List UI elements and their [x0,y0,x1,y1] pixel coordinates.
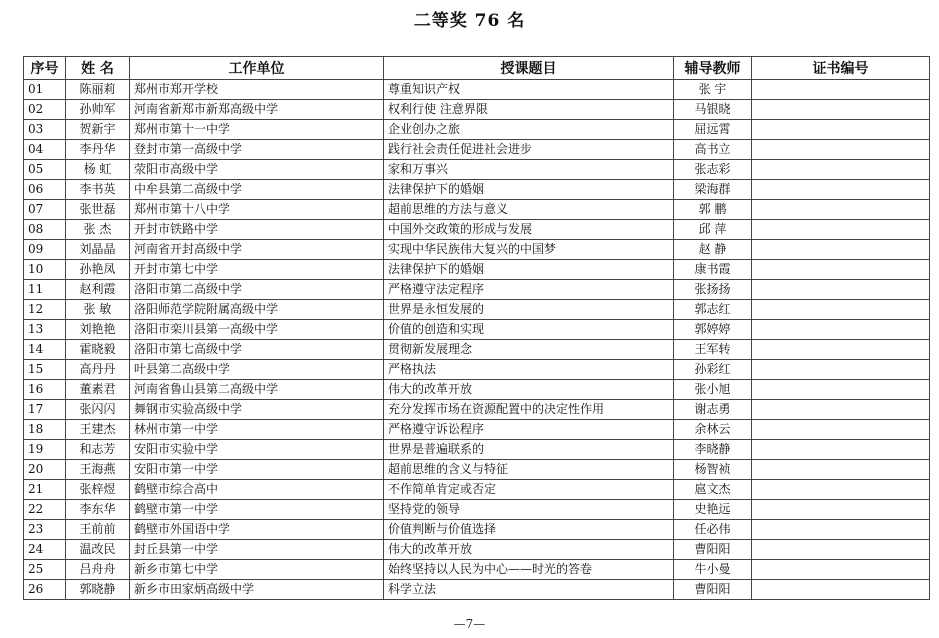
cell-name: 和志芳 [66,440,130,460]
cell-unit: 新乡市田家炳高级中学 [130,580,384,600]
table-header-row [24,57,930,80]
table-row [24,540,930,560]
header-unit: 工作单位 [130,57,384,80]
cell-seq: 17 [24,400,66,420]
cell-cert [752,120,930,140]
cell-cert [752,200,930,220]
header-name: 姓 名 [66,57,130,80]
cell-cert [752,420,930,440]
cell-name: 李东华 [66,500,130,520]
cell-cert [752,500,930,520]
cell-topic: 坚持党的领导 [384,500,674,520]
table-row [24,160,930,180]
cell-unit: 洛阳市栾川县第一高级中学 [130,320,384,340]
table-row [24,380,930,400]
cell-teacher: 高书立 [674,140,752,160]
cell-topic: 价值判断与价值选择 [384,520,674,540]
table-body [24,80,930,600]
cell-teacher: 史艳远 [674,500,752,520]
cell-name: 陈丽莉 [66,80,130,100]
cell-name: 王前前 [66,520,130,540]
cell-name: 董素君 [66,380,130,400]
table-row [24,580,930,600]
cell-cert [752,440,930,460]
cell-cert [752,380,930,400]
table-row [24,560,930,580]
cell-cert [752,280,930,300]
cell-name: 张梓煜 [66,480,130,500]
table-row [24,120,930,140]
cell-topic: 超前思维的含义与特征 [384,460,674,480]
cell-seq: 15 [24,360,66,380]
table-row [24,260,930,280]
cell-name: 张世磊 [66,200,130,220]
cell-teacher: 张扬扬 [674,280,752,300]
cell-name: 张 杰 [66,220,130,240]
cell-unit: 洛阳师范学院附属高级中学 [130,300,384,320]
cell-seq: 11 [24,280,66,300]
cell-topic: 世界是永恒发展的 [384,300,674,320]
cell-cert [752,220,930,240]
cell-teacher: 曹阳阳 [674,540,752,560]
cell-name: 霍晓毅 [66,340,130,360]
cell-name: 张 敏 [66,300,130,320]
cell-unit: 鹤壁市第一中学 [130,500,384,520]
cell-topic: 世界是普遍联系的 [384,440,674,460]
cell-teacher: 张志彩 [674,160,752,180]
cell-topic: 伟大的改革开放 [384,380,674,400]
header-topic: 授课题目 [384,57,674,80]
cell-teacher: 任必伟 [674,520,752,540]
cell-seq: 19 [24,440,66,460]
cell-topic: 不作简单肯定或否定 [384,480,674,500]
table-row [24,80,930,100]
cell-teacher: 孙彩红 [674,360,752,380]
page-number: —7— [453,617,486,631]
cell-seq: 22 [24,500,66,520]
cell-unit: 郑州市第十一中学 [130,120,384,140]
cell-cert [752,560,930,580]
cell-name: 孙艳凤 [66,260,130,280]
cell-name: 李丹华 [66,140,130,160]
cell-name: 贺新宇 [66,120,130,140]
cell-seq: 05 [24,160,66,180]
table-row [24,420,930,440]
cell-teacher: 邱 萍 [674,220,752,240]
cell-seq: 13 [24,320,66,340]
cell-teacher: 李晓静 [674,440,752,460]
cell-cert [752,480,930,500]
cell-unit: 郑州市第十八中学 [130,200,384,220]
cell-topic: 科学立法 [384,580,674,600]
table-row [24,180,930,200]
cell-name: 刘艳艳 [66,320,130,340]
cell-seq: 12 [24,300,66,320]
cell-seq: 07 [24,200,66,220]
table-row [24,440,930,460]
cell-name: 李书英 [66,180,130,200]
table-row [24,200,930,220]
cell-cert [752,160,930,180]
cell-name: 赵利霞 [66,280,130,300]
header-teacher: 辅导教师 [674,57,752,80]
cell-seq: 21 [24,480,66,500]
cell-teacher: 张小旭 [674,380,752,400]
cell-unit: 舞钢市实验高级中学 [130,400,384,420]
table-row [24,280,930,300]
cell-cert [752,80,930,100]
cell-name: 刘晶晶 [66,240,130,260]
cell-unit: 叶县第二高级中学 [130,360,384,380]
cell-topic: 践行社会责任促进社会进步 [384,140,674,160]
table-row [24,460,930,480]
cell-seq: 10 [24,260,66,280]
cell-teacher: 郭 鹏 [674,200,752,220]
cell-topic: 始终坚持以人民为中心——时光的答卷 [384,560,674,580]
table-row [24,240,930,260]
cell-topic: 充分发挥市场在资源配置中的决定性作用 [384,400,674,420]
cell-unit: 鹤壁市综合高中 [130,480,384,500]
cell-cert [752,180,930,200]
cell-unit: 封丘县第一中学 [130,540,384,560]
cell-teacher: 梁海群 [674,180,752,200]
table-row [24,140,930,160]
cell-cert [752,460,930,480]
cell-unit: 河南省开封高级中学 [130,240,384,260]
table-row [24,400,930,420]
cell-seq: 01 [24,80,66,100]
cell-seq: 16 [24,380,66,400]
cell-cert [752,540,930,560]
cell-cert [752,320,930,340]
cell-unit: 河南省鲁山县第二高级中学 [130,380,384,400]
cell-unit: 安阳市第一中学 [130,460,384,480]
cell-name: 杨 虹 [66,160,130,180]
cell-seq: 14 [24,340,66,360]
cell-seq: 09 [24,240,66,260]
cell-seq: 24 [24,540,66,560]
award-table [23,56,930,600]
cell-topic: 严格执法 [384,360,674,380]
cell-topic: 权利行使 注意界限 [384,100,674,120]
table-row [24,480,930,500]
cell-teacher: 郭志红 [674,300,752,320]
table-row [24,340,930,360]
cell-name: 高丹丹 [66,360,130,380]
cell-unit: 开封市第七中学 [130,260,384,280]
cell-teacher: 赵 静 [674,240,752,260]
cell-topic: 中国外交政策的形成与发展 [384,220,674,240]
cell-name: 王建杰 [66,420,130,440]
cell-unit: 新乡市第七中学 [130,560,384,580]
cell-unit: 荥阳市高级中学 [130,160,384,180]
cell-seq: 23 [24,520,66,540]
cell-topic: 严格遵守诉讼程序 [384,420,674,440]
cell-topic: 伟大的改革开放 [384,540,674,560]
cell-name: 孙帅军 [66,100,130,120]
cell-unit: 安阳市实验中学 [130,440,384,460]
cell-topic: 企业创办之旅 [384,120,674,140]
cell-topic: 实现中华民族伟大复兴的中国梦 [384,240,674,260]
cell-seq: 03 [24,120,66,140]
cell-topic: 超前思维的方法与意义 [384,200,674,220]
cell-teacher: 郭婷婷 [674,320,752,340]
header-seq: 序号 [24,57,66,80]
cell-seq: 08 [24,220,66,240]
cell-teacher: 张 宇 [674,80,752,100]
cell-teacher: 余林云 [674,420,752,440]
cell-unit: 林州市第一中学 [130,420,384,440]
cell-cert [752,340,930,360]
cell-topic: 尊重知识产权 [384,80,674,100]
cell-unit: 中牟县第二高级中学 [130,180,384,200]
cell-name: 王海燕 [66,460,130,480]
header-cert: 证书编号 [752,57,930,80]
cell-topic: 法律保护下的婚姻 [384,260,674,280]
cell-name: 温改民 [66,540,130,560]
cell-teacher: 杨智祯 [674,460,752,480]
page-title: 二等奖 76 名 [413,11,526,31]
cell-teacher: 扈文杰 [674,480,752,500]
cell-seq: 06 [24,180,66,200]
cell-cert [752,100,930,120]
cell-teacher: 王军转 [674,340,752,360]
table-row [24,320,930,340]
cell-unit: 开封市铁路中学 [130,220,384,240]
cell-unit: 登封市第一高级中学 [130,140,384,160]
cell-seq: 26 [24,580,66,600]
cell-cert [752,520,930,540]
cell-topic: 贯彻新发展理念 [384,340,674,360]
cell-unit: 鹤壁市外国语中学 [130,520,384,540]
table-row [24,360,930,380]
table-row [24,500,930,520]
table-row [24,520,930,540]
cell-name: 郭晓静 [66,580,130,600]
table-row [24,100,930,120]
cell-teacher: 屈远霄 [674,120,752,140]
cell-topic: 家和万事兴 [384,160,674,180]
cell-cert [752,240,930,260]
cell-seq: 20 [24,460,66,480]
cell-cert [752,400,930,420]
cell-topic: 严格遵守法定程序 [384,280,674,300]
cell-name: 张闪闪 [66,400,130,420]
cell-topic: 价值的创造和实现 [384,320,674,340]
cell-seq: 02 [24,100,66,120]
cell-topic: 法律保护下的婚姻 [384,180,674,200]
cell-cert [752,580,930,600]
cell-teacher: 马银晓 [674,100,752,120]
cell-unit: 洛阳市第二高级中学 [130,280,384,300]
cell-name: 吕舟舟 [66,560,130,580]
cell-cert [752,140,930,160]
cell-teacher: 曹阳阳 [674,580,752,600]
cell-teacher: 康书霞 [674,260,752,280]
cell-cert [752,360,930,380]
table-row [24,220,930,240]
cell-unit: 河南省新郑市新郑高级中学 [130,100,384,120]
cell-seq: 25 [24,560,66,580]
cell-cert [752,300,930,320]
cell-teacher: 牛小曼 [674,560,752,580]
cell-seq: 18 [24,420,66,440]
cell-unit: 郑州市郑开学校 [130,80,384,100]
table-row [24,300,930,320]
cell-teacher: 谢志勇 [674,400,752,420]
cell-unit: 洛阳市第七高级中学 [130,340,384,360]
cell-cert [752,260,930,280]
cell-seq: 04 [24,140,66,160]
